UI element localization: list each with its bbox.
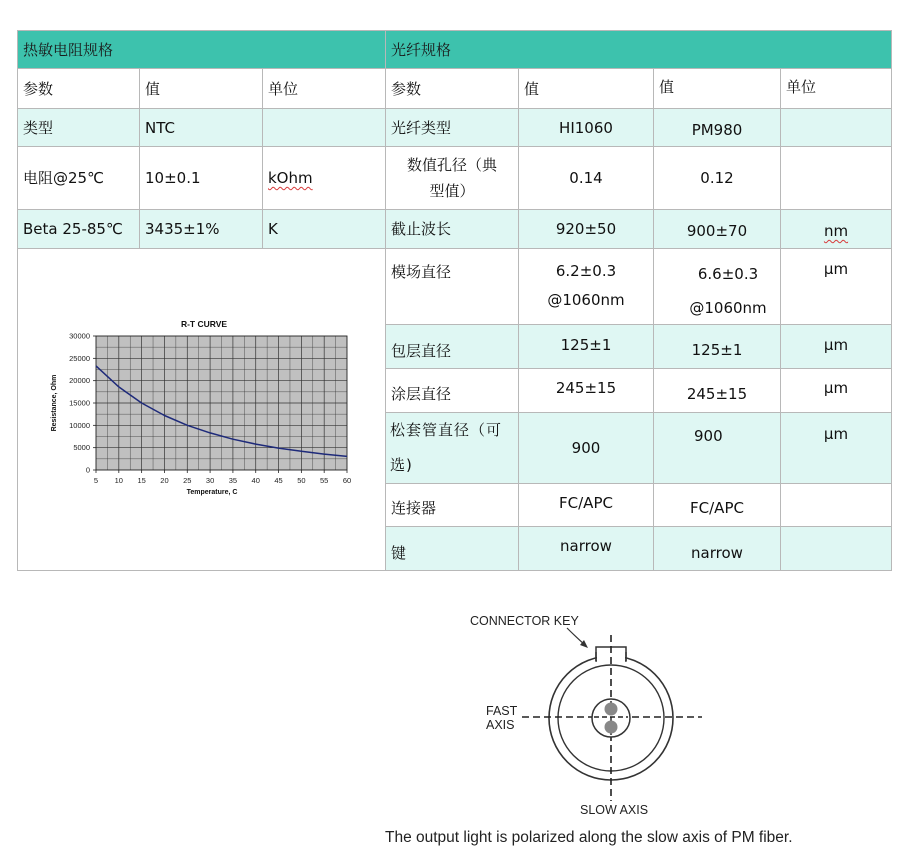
fiber-row-cutoff-param: 截止波长 (386, 210, 519, 249)
fiber-row-na-value-2: 0.12 (654, 147, 781, 210)
fiber-row-mfd-value-1: 6.2±0.3 @1060nm (519, 249, 654, 325)
thermistor-row-type-param: 类型 (17, 109, 140, 147)
fast-axis-label-2: AXIS (486, 718, 515, 732)
slow-axis-label: SLOW AXIS (580, 803, 649, 817)
chart-x-tick-label: 55 (320, 476, 329, 485)
rt-curve-svg (18, 250, 385, 570)
chart-x-tick-label: 20 (160, 476, 169, 485)
fiber-row-na-value-1: 0.14 (519, 147, 654, 210)
fiber-row-coating-unit: µm (781, 369, 892, 413)
fiber-row-cladding-value-1: 125±1 (519, 325, 654, 369)
fiber-row-cutoff-value-1: 920±50 (519, 210, 654, 249)
rt-curve-chart (18, 250, 385, 570)
thermistor-row-type-unit (263, 109, 386, 147)
thermistor-col-param: 参数 (17, 69, 140, 109)
fiber-col-value-1: 值 (519, 69, 654, 109)
chart-x-tick-label: 45 (274, 476, 283, 485)
fiber-row-key-unit (781, 527, 892, 571)
thermistor-row-beta-param: Beta 25-85℃ (17, 210, 140, 249)
fiber-row-type-unit (781, 109, 892, 147)
fiber-row-cladding-param: 包层直径 (386, 325, 519, 369)
thermistor-row-beta-unit: K (263, 210, 386, 249)
fiber-row-na-param: 数值孔径（典型值） (386, 147, 519, 210)
chart-x-tick-label: 15 (137, 476, 146, 485)
fiber-row-coating-value-2: 245±15 (654, 369, 781, 413)
diagram-caption: The output light is polarized along the slow axis of PM fiber. (385, 829, 793, 846)
chart-x-tick-label: 50 (297, 476, 306, 485)
chart-title: R-T CURVE (180, 319, 228, 329)
chart-x-tick-label: 35 (228, 476, 238, 485)
fiber-row-connector-unit (781, 484, 892, 527)
fiber-row-type-param: 光纤类型 (386, 109, 519, 147)
thermistor-col-unit: 单位 (263, 69, 386, 109)
fiber-row-tube-unit: µm (781, 413, 892, 484)
fiber-row-mfd-value-2: 6.6±0.3 @1060nm (654, 249, 781, 325)
fiber-col-value-2: 值 (654, 69, 781, 109)
chart-x-tick-label: 25 (183, 476, 192, 485)
fiber-row-mfd-unit: µm (781, 249, 892, 325)
fiber-col-unit: 单位 (781, 69, 892, 109)
fast-axis-label-1: FAST (486, 704, 518, 718)
fiber-row-connector-param: 连接器 (386, 484, 519, 527)
fiber-row-key-param: 键 (386, 527, 519, 571)
fiber-row-key-value-2: narrow (654, 527, 781, 571)
fiber-row-mfd-param: 模场直径 (386, 249, 519, 325)
chart-y-tick-label: 0 (85, 465, 90, 475)
pm-fiber-svg (470, 605, 730, 820)
chart-y-tick-label: 30000 (69, 331, 90, 341)
fiber-row-connector-value-1: FC/APC (519, 484, 654, 527)
fiber-row-coating-param: 涂层直径 (386, 369, 519, 413)
thermistor-col-value: 值 (140, 69, 263, 109)
chart-x-tick-label: 60 (342, 476, 352, 485)
connector-key-label: CONNECTOR KEY (470, 614, 579, 628)
stress-rod-bottom (605, 721, 618, 734)
thermistor-row-resistance-value: 10±0.1 (140, 147, 263, 210)
fiber-row-type-value-1: HI1060 (519, 109, 654, 147)
fiber-row-cladding-unit: µm (781, 325, 892, 369)
fiber-row-na-unit (781, 147, 892, 210)
stress-rod-top (605, 703, 618, 716)
fiber-row-cutoff-value-2: 900±70 (654, 210, 781, 249)
fiber-row-tube-value-2: 900 (654, 413, 781, 484)
thermistor-row-resistance-unit: kOhm (263, 147, 386, 210)
fiber-row-tube-value-1: 900 (519, 413, 654, 484)
chart-y-tick-label: 20000 (69, 376, 90, 386)
chart-x-label: Temperature, C (186, 489, 238, 496)
chart-y-tick-label: 15000 (69, 398, 90, 408)
thermistor-row-beta-value: 3435±1% (140, 210, 263, 249)
fiber-row-coating-value-1: 245±15 (519, 369, 654, 413)
fiber-row-type-value-2: PM980 (654, 109, 781, 147)
fiber-row-connector-value-2: FC/APC (654, 484, 781, 527)
fiber-row-cladding-value-2: 125±1 (654, 325, 781, 369)
chart-x-tick-label: 5 (93, 476, 99, 485)
thermistor-spec-title: 热敏电阻规格 (17, 30, 386, 69)
fiber-row-cutoff-unit: nm (781, 210, 892, 249)
chart-x-tick-label: 10 (114, 476, 123, 485)
fiber-spec-title: 光纤规格 (386, 30, 892, 69)
fiber-col-param: 参数 (386, 69, 519, 109)
fiber-row-key-value-1: narrow (519, 527, 654, 571)
chart-y-label: Resistance, Ohm (51, 374, 58, 432)
fiber-row-tube-param: 松套管直径（可选) (386, 413, 519, 484)
pm-fiber-diagram (470, 605, 730, 820)
chart-y-tick-label: 10000 (69, 420, 90, 430)
chart-y-tick-label: 5000 (73, 443, 90, 453)
chart-x-tick-label: 40 (251, 476, 260, 485)
thermistor-row-type-value: NTC (140, 109, 263, 147)
chart-y-tick-label: 25000 (69, 353, 90, 363)
thermistor-row-resistance-param: 电阻@25℃ (17, 147, 140, 210)
chart-x-tick-label: 30 (205, 476, 215, 485)
